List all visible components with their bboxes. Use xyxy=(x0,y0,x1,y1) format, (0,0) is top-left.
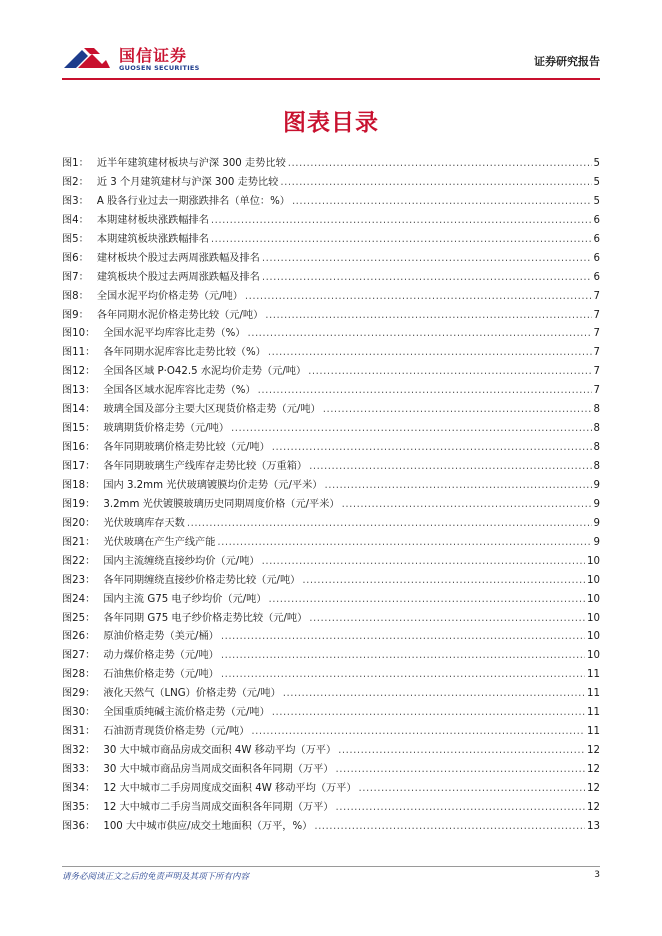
toc-entry-title: 3.2mm 光伏镀膜玻璃历史同期周度价格（元/平米） xyxy=(103,498,340,510)
toc-entry-number: 图24： xyxy=(62,593,96,605)
toc-entry-page: 13 xyxy=(587,820,600,832)
toc-entry[interactable] xyxy=(62,760,600,779)
toc-entry-page: 12 xyxy=(587,782,600,794)
toc-entry[interactable] xyxy=(62,400,600,419)
toc-leader-dots xyxy=(323,404,592,415)
toc-entry[interactable] xyxy=(62,665,600,684)
toc-leader-dots xyxy=(251,726,585,737)
toc-entry-page: 10 xyxy=(587,650,600,662)
toc-entry-number: 图8： xyxy=(62,290,89,302)
toc-leader-dots xyxy=(262,253,592,264)
toc-entry-page: 6 xyxy=(593,252,600,264)
toc-leader-dots xyxy=(265,310,591,321)
toc-leader-dots xyxy=(262,272,592,283)
toc-entry-number: 图6： xyxy=(62,252,89,264)
toc-entry[interactable] xyxy=(62,817,600,836)
toc-entry-number: 图18： xyxy=(62,479,96,491)
toc-entry-page: 7 xyxy=(593,366,600,378)
toc-entry-title: 原油价格走势（美元/桶） xyxy=(103,631,219,643)
toc-entry-page: 7 xyxy=(593,385,600,397)
toc-entry-title: 30 大中城市商品房当周成交面积各年同期（万平） xyxy=(103,764,334,775)
toc-entry-page: 11 xyxy=(587,688,600,700)
toc-entry-title: 12 大中城市二手房周度成交面积 4W 移动平均（万平） xyxy=(103,782,357,794)
toc-entry-page: 9 xyxy=(593,498,600,510)
toc-entry-title: 国内主流 G75 电子纱均价（元/吨） xyxy=(103,593,267,605)
toc-entry[interactable] xyxy=(62,457,600,476)
toc-entry-page: 11 xyxy=(587,726,600,738)
toc-entry[interactable] xyxy=(62,306,600,325)
toc-entry[interactable] xyxy=(62,211,600,230)
toc-leader-dots xyxy=(221,650,585,661)
toc-leader-dots xyxy=(309,613,585,624)
toc-entry[interactable] xyxy=(62,381,600,400)
toc-leader-dots xyxy=(359,783,586,794)
toc-entry-number: 图1： xyxy=(62,158,89,169)
toc-entry[interactable] xyxy=(62,533,600,552)
toc-entry-title: 石油沥青现货价格走势（元/吨） xyxy=(103,726,250,738)
toc-entry-number: 图7： xyxy=(62,271,89,283)
toc-entry-page: 8 xyxy=(593,404,600,416)
page-header xyxy=(62,40,600,80)
toc-entry-number: 图36： xyxy=(62,820,96,832)
toc-entry[interactable] xyxy=(62,476,600,495)
toc-entry-title: 建材板块个股过去两周涨跌幅及排名 xyxy=(96,252,260,264)
toc-entry-title: 各年同期玻璃生产线库存走势比较（万重箱） xyxy=(103,461,308,472)
toc-entry-number: 图32： xyxy=(62,745,96,757)
toc-entry-number: 图22： xyxy=(62,555,96,567)
toc-entry-number: 图12： xyxy=(62,366,96,378)
toc-entry-title: 全国各区域 P·O42.5 水泥均价走势（元/吨） xyxy=(103,366,307,378)
logo-text-en: GUOSEN SECURITIES xyxy=(119,64,200,72)
toc-entry-number: 图4： xyxy=(62,214,89,226)
toc-entry-number: 图2： xyxy=(62,176,89,188)
toc-entry[interactable] xyxy=(62,590,600,609)
toc-entry-number: 图3： xyxy=(62,195,89,207)
toc-entry-title: 本期建筑板块涨跌幅排名 xyxy=(96,233,209,245)
toc-entry[interactable] xyxy=(62,249,600,268)
toc-entry[interactable] xyxy=(62,571,600,590)
page-title: 图表目录 xyxy=(283,110,379,136)
toc-entry-title: A 股各行业过去一期涨跌排名（单位：%） xyxy=(96,195,290,207)
toc-leader-dots xyxy=(302,575,585,586)
toc-entry-page: 7 xyxy=(593,309,600,321)
toc-entry-number: 图30： xyxy=(62,707,96,719)
toc-entry-title: 石油焦价格走势（元/吨） xyxy=(103,669,219,681)
guosen-logo xyxy=(62,40,212,76)
toc-leader-dots xyxy=(211,234,592,245)
toc-leader-dots xyxy=(309,461,591,472)
toc-entry-page: 10 xyxy=(587,631,600,643)
toc-leader-dots xyxy=(325,480,592,491)
toc-entry-title: 100 大中城市供应/成交土地面积（万平，%） xyxy=(103,820,313,832)
table-of-figures xyxy=(62,154,600,836)
header-divider xyxy=(62,78,600,80)
toc-entry-number: 图34： xyxy=(62,782,96,794)
toc-entry-number: 图26： xyxy=(62,631,96,643)
toc-leader-dots xyxy=(245,291,592,302)
toc-entry-number: 图27： xyxy=(62,650,96,662)
toc-entry-title: 光伏玻璃库存天数 xyxy=(103,517,185,529)
toc-entry[interactable] xyxy=(62,514,600,533)
toc-entry-number: 图19： xyxy=(62,498,96,510)
page-number: 3 xyxy=(594,870,600,880)
toc-entry-title: 玻璃期货价格走势（元/吨） xyxy=(103,423,230,435)
toc-entry-page: 11 xyxy=(587,669,600,681)
toc-entry-page: 8 xyxy=(593,461,600,472)
toc-entry-number: 图13： xyxy=(62,385,96,397)
toc-entry[interactable] xyxy=(62,627,600,646)
toc-leader-dots xyxy=(217,537,591,548)
toc-entry-page: 10 xyxy=(587,574,600,586)
toc-leader-dots xyxy=(292,196,592,207)
toc-entry-page: 9 xyxy=(593,536,600,548)
toc-entry-page: 7 xyxy=(593,347,600,359)
toc-entry-page: 5 xyxy=(593,176,600,188)
toc-entry-page: 9 xyxy=(593,479,600,491)
footer-disclaimer: 请务必阅读正文之后的免责声明及其项下所有内容 xyxy=(62,872,250,882)
logo-text-cn: 国信证券 xyxy=(119,46,188,65)
toc-entry-title: 各年同期水泥价格走势比较（元/吨） xyxy=(96,309,264,321)
toc-leader-dots xyxy=(338,745,585,756)
toc-leader-dots xyxy=(335,764,585,775)
toc-entry-page: 5 xyxy=(593,195,600,207)
toc-entry-page: 12 xyxy=(587,745,600,757)
toc-entry-number: 图11： xyxy=(62,347,96,359)
toc-entry-page: 8 xyxy=(593,423,600,435)
toc-entry[interactable] xyxy=(62,552,600,571)
toc-entry-title: 动力煤价格走势（元/吨） xyxy=(103,650,219,662)
toc-leader-dots xyxy=(231,423,591,434)
toc-entry[interactable] xyxy=(62,609,600,628)
toc-leader-dots xyxy=(221,631,585,642)
toc-entry-page: 12 xyxy=(587,764,600,775)
toc-entry-number: 图25： xyxy=(62,612,96,624)
toc-entry-number: 图35： xyxy=(62,801,96,813)
toc-entry-title: 全国各区域水泥库容比走势（%） xyxy=(103,385,256,397)
footer-divider xyxy=(62,866,600,867)
report-type-label: 证券研究报告 xyxy=(534,55,600,68)
toc-entry[interactable] xyxy=(62,684,600,703)
toc-entry-title: 本期建材板块涨跌幅排名 xyxy=(96,214,209,226)
toc-entry-title: 各年同期缠绕直接纱价格走势比较（元/吨） xyxy=(103,574,301,586)
toc-entry[interactable] xyxy=(62,343,600,362)
toc-leader-dots xyxy=(211,215,592,226)
toc-entry-title: 12 大中城市二手房当周成交面积各年同期（万平） xyxy=(103,801,334,813)
toc-leader-dots xyxy=(314,821,585,832)
toc-entry[interactable] xyxy=(62,798,600,817)
toc-entry-title: 30 大中城市商品房成交面积 4W 移动平均（万平） xyxy=(103,745,337,757)
toc-entry-page: 10 xyxy=(587,612,600,624)
toc-entry-title: 建筑板块个股过去两周涨跌幅及排名 xyxy=(96,271,260,283)
toc-entry-page: 7 xyxy=(593,328,600,340)
toc-entry-page: 8 xyxy=(593,442,600,454)
toc-entry-title: 国内主流缠绕直接纱均价（元/吨） xyxy=(103,555,260,567)
toc-entry-number: 图33： xyxy=(62,764,96,775)
guosen-logo-icon xyxy=(62,42,112,74)
toc-entry-number: 图10： xyxy=(62,328,96,340)
toc-entry-title: 近 3 个月建筑建材与沪深 300 走势比较 xyxy=(96,176,279,188)
toc-entry[interactable] xyxy=(62,287,600,306)
toc-entry-number: 图28： xyxy=(62,669,96,681)
toc-entry-title: 液化天然气（LNG）价格走势（元/吨） xyxy=(103,688,281,700)
toc-entry-title: 各年同期水泥库容比走势比较（%） xyxy=(103,347,266,359)
toc-entry[interactable] xyxy=(62,722,600,741)
toc-leader-dots xyxy=(187,518,592,529)
toc-entry[interactable] xyxy=(62,154,600,173)
toc-entry-page: 12 xyxy=(587,801,600,813)
toc-entry-number: 图16： xyxy=(62,442,96,454)
toc-entry-title: 光伏玻璃在产生产线产能 xyxy=(103,536,216,548)
toc-entry[interactable] xyxy=(62,779,600,798)
toc-leader-dots xyxy=(272,442,592,453)
toc-entry-page: 11 xyxy=(587,707,600,719)
toc-entry-number: 图9： xyxy=(62,309,89,321)
toc-entry-title: 国内 3.2mm 光伏玻璃镀膜均价走势（元/平米） xyxy=(103,479,323,491)
toc-entry-page: 10 xyxy=(587,593,600,605)
toc-entry-page: 7 xyxy=(593,290,600,302)
toc-leader-dots xyxy=(258,385,592,396)
toc-leader-dots xyxy=(283,688,585,699)
toc-leader-dots xyxy=(288,158,592,169)
toc-entry-page: 9 xyxy=(593,517,600,529)
toc-entry-number: 图5： xyxy=(62,233,89,245)
toc-entry-page: 5 xyxy=(593,158,600,169)
toc-entry-title: 各年同期玻璃价格走势比较（元/吨） xyxy=(103,442,270,454)
toc-entry[interactable] xyxy=(62,703,600,722)
toc-entry[interactable] xyxy=(62,419,600,438)
toc-entry[interactable] xyxy=(62,438,600,457)
toc-entry[interactable] xyxy=(62,324,600,343)
toc-entry-page: 10 xyxy=(587,555,600,567)
toc-entry-number: 图31： xyxy=(62,726,96,738)
toc-entry-number: 图20： xyxy=(62,517,96,529)
toc-entry-title: 各年同期 G75 电子纱价格走势比较（元/吨） xyxy=(103,612,308,624)
toc-entry-number: 图29： xyxy=(62,688,96,700)
toc-entry-number: 图15： xyxy=(62,423,96,435)
toc-leader-dots xyxy=(262,556,585,567)
toc-entry[interactable] xyxy=(62,646,600,665)
toc-entry-title: 全国重质纯碱主流价格走势（元/吨） xyxy=(103,707,270,719)
toc-leader-dots xyxy=(308,366,591,377)
toc-leader-dots xyxy=(342,499,592,510)
toc-entry-title: 全国水泥平均库容比走势（%） xyxy=(103,328,246,340)
toc-leader-dots xyxy=(268,347,592,358)
toc-leader-dots xyxy=(269,594,585,605)
toc-entry[interactable] xyxy=(62,192,600,211)
toc-leader-dots xyxy=(221,669,585,680)
toc-entry-title: 近半年建筑建材板块与沪深 300 走势比较 xyxy=(96,158,286,169)
toc-entry[interactable] xyxy=(62,230,600,249)
toc-entry[interactable] xyxy=(62,173,600,192)
toc-entry-page: 6 xyxy=(593,233,600,245)
toc-entry[interactable] xyxy=(62,268,600,287)
toc-entry-number: 图17： xyxy=(62,461,96,472)
toc-leader-dots xyxy=(280,177,591,188)
toc-leader-dots xyxy=(272,707,585,718)
toc-entry-title: 玻璃全国及部分主要大区现货价格走势（元/吨） xyxy=(103,404,321,416)
toc-entry[interactable] xyxy=(62,741,600,760)
toc-entry-page: 6 xyxy=(593,271,600,283)
toc-entry-number: 图23： xyxy=(62,574,96,586)
toc-entry-title: 全国水泥平均价格走势（元/吨） xyxy=(96,290,243,302)
toc-leader-dots xyxy=(335,802,585,813)
toc-entry-number: 图14： xyxy=(62,404,96,416)
toc-entry[interactable] xyxy=(62,495,600,514)
toc-entry-page: 6 xyxy=(593,214,600,226)
toc-leader-dots xyxy=(247,328,591,339)
toc-entry-number: 图21： xyxy=(62,536,96,548)
toc-entry[interactable] xyxy=(62,362,600,381)
